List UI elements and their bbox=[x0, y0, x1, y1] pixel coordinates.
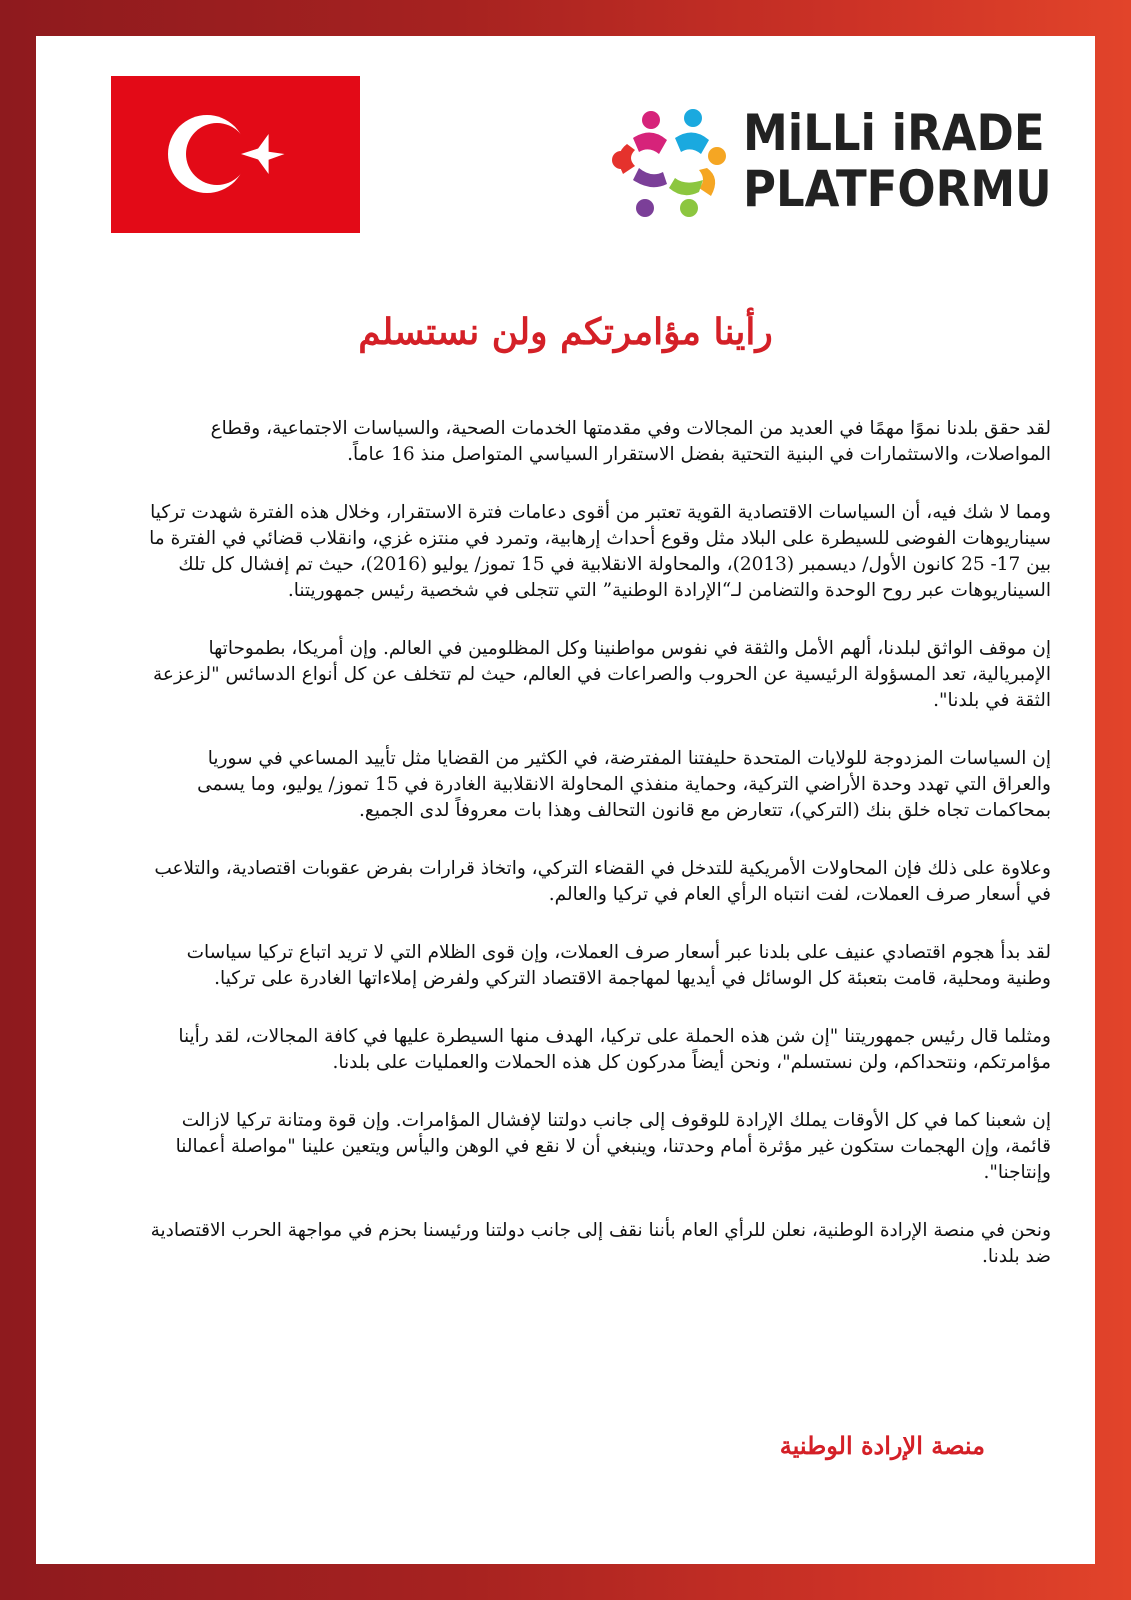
paragraph-6: لقد بدأ هجوم اقتصادي عنيف على بلدنا عبر أسعار صرف العملات، وإن قوى الظلام التي لا تريد اتباع تركيا سياسات وطنية ومحلية، قامت بتعبئة كل الوسائل في أيديها لمهاجمة الاقتصاد التركي ولفرض إملاءاتها الغادرة على تركيا. bbox=[186, 942, 1051, 989]
paragraph-5: وعلاوة على ذلك فإن المحاولات الأمريكية للتدخل في القضاء التركي، واتخاذ قرارات بفرض عقوبات اقتصادية، والتلاعب في أسعار صرف العملات، لفت انتباه الرأي العام في تركيا والعالم. bbox=[154, 858, 1051, 905]
milli-irade-platformu-logo bbox=[611, 104, 1052, 224]
paragraph-7: ومثلما قال رئيس جمهوريتنا "إن شن هذه الحملة على تركيا، الهدف منها السيطرة عليها في كافة المجالات، لقد رأينا مؤامرتكم، ونتحداكم، ولن نستسلم"، ونحن أيضاً مدركون كل هذه الحملات والعمليات على بلدنا. bbox=[178, 1026, 1051, 1073]
people-circle-logo-icon bbox=[611, 104, 727, 220]
paragraph-1: لقد حقق بلدنا نموًا مهمًا في العديد من المجالات وفي مقدمتها الخدمات الصحية، والسياسات الاجتماعية، وقطاع المواصلات، والاستثمارات في البنية التحتية بفضل الاستقرار السياسي المتواصل منذ 16 عاماً. bbox=[210, 418, 1051, 465]
paragraph-2: ومما لا شك فيه، أن السياسات الاقتصادية القوية تعتبر من أقوى دعامات فترة الاستقرار، وخلال هذه الفترة شهدت تركيا سيناريوهات الفوضى للسيطرة على البلاد مثل وقوع أحداث إرهابية، وتمرد في منتزه غزي، وانقلاب قضائي في الفترة ما بين 17- 25 كانون الأول/ ديسمبر (2013)، والمحاولة الانقلابية في 15 تموز/ يوليو (2016)، حيث تم إفشال كل تلك السيناريوهات عبر روح الوحدة والتضامن لـ“الإرادة الوطنية” التي تتجلى في شخصية رئيس جمهوريتنا. bbox=[149, 502, 1051, 601]
document-body bbox=[146, 416, 1051, 1302]
signature: منصة الإرادة الوطنية bbox=[779, 1431, 985, 1460]
paragraph-9: ونحن في منصة الإرادة الوطنية، نعلن للرأي العام بأننا نقف إلى جانب دولتنا ورئيسنا بحزم في مواجهة الحرب الاقتصادية ضد بلدنا. bbox=[150, 1220, 1051, 1267]
logo-line-2: PLATFORMU bbox=[743, 160, 1052, 218]
paragraph-3: إن موقف الواثق لبلدنا، ألهم الأمل والثقة في نفوس مواطنينا وكل المظلومين في العالم. وإن أمريكا، بطموحاتها الإمبريالية، تعد المسؤولة الرئيسية عن الحروب والصراعات في العالم، حيث لم تتخلف عن كل أنواع الدسائس "لزعزعة الثقة في بلدنا". bbox=[153, 638, 1051, 711]
turkey-flag-icon bbox=[111, 76, 360, 233]
document-sheet bbox=[36, 36, 1095, 1564]
document-title: رأينا مؤامرتكم ولن نستسلم bbox=[358, 311, 773, 353]
paragraph-4: إن السياسات المزدوجة للولايات المتحدة حليفتنا المفترضة، في الكثير من القضايا مثل تأييد المساعي في سوريا والعراق التي تهدد وحدة الأراضي التركية، وحماية منفذي المحاولة الانقلابية الغادرة في 15 تموز/ يوليو، وما يسمى بمحاكمات تجاه خلق بنك (التركي)، تتعارض مع قانون التحالف وهذا بات معروفاً لدى الجميع. bbox=[197, 748, 1051, 821]
logo-wordmark bbox=[743, 104, 1086, 218]
paragraph-8: إن شعبنا كما في كل الأوقات يملك الإرادة للوقوف إلى جانب دولتنا لإفشال المؤامرات. وإن قوة ومتانة تركيا لازالت قائمة، وإن الهجمات ستكون غير مؤثرة أمام وحدتنا، وينبغي أن لا نقع في الوهن واليأس ويتعين علينا "مواصلة أعمالنا وإنتاجنا". bbox=[175, 1110, 1051, 1183]
logo-line-1: MiLLi iRADE bbox=[743, 104, 1045, 162]
